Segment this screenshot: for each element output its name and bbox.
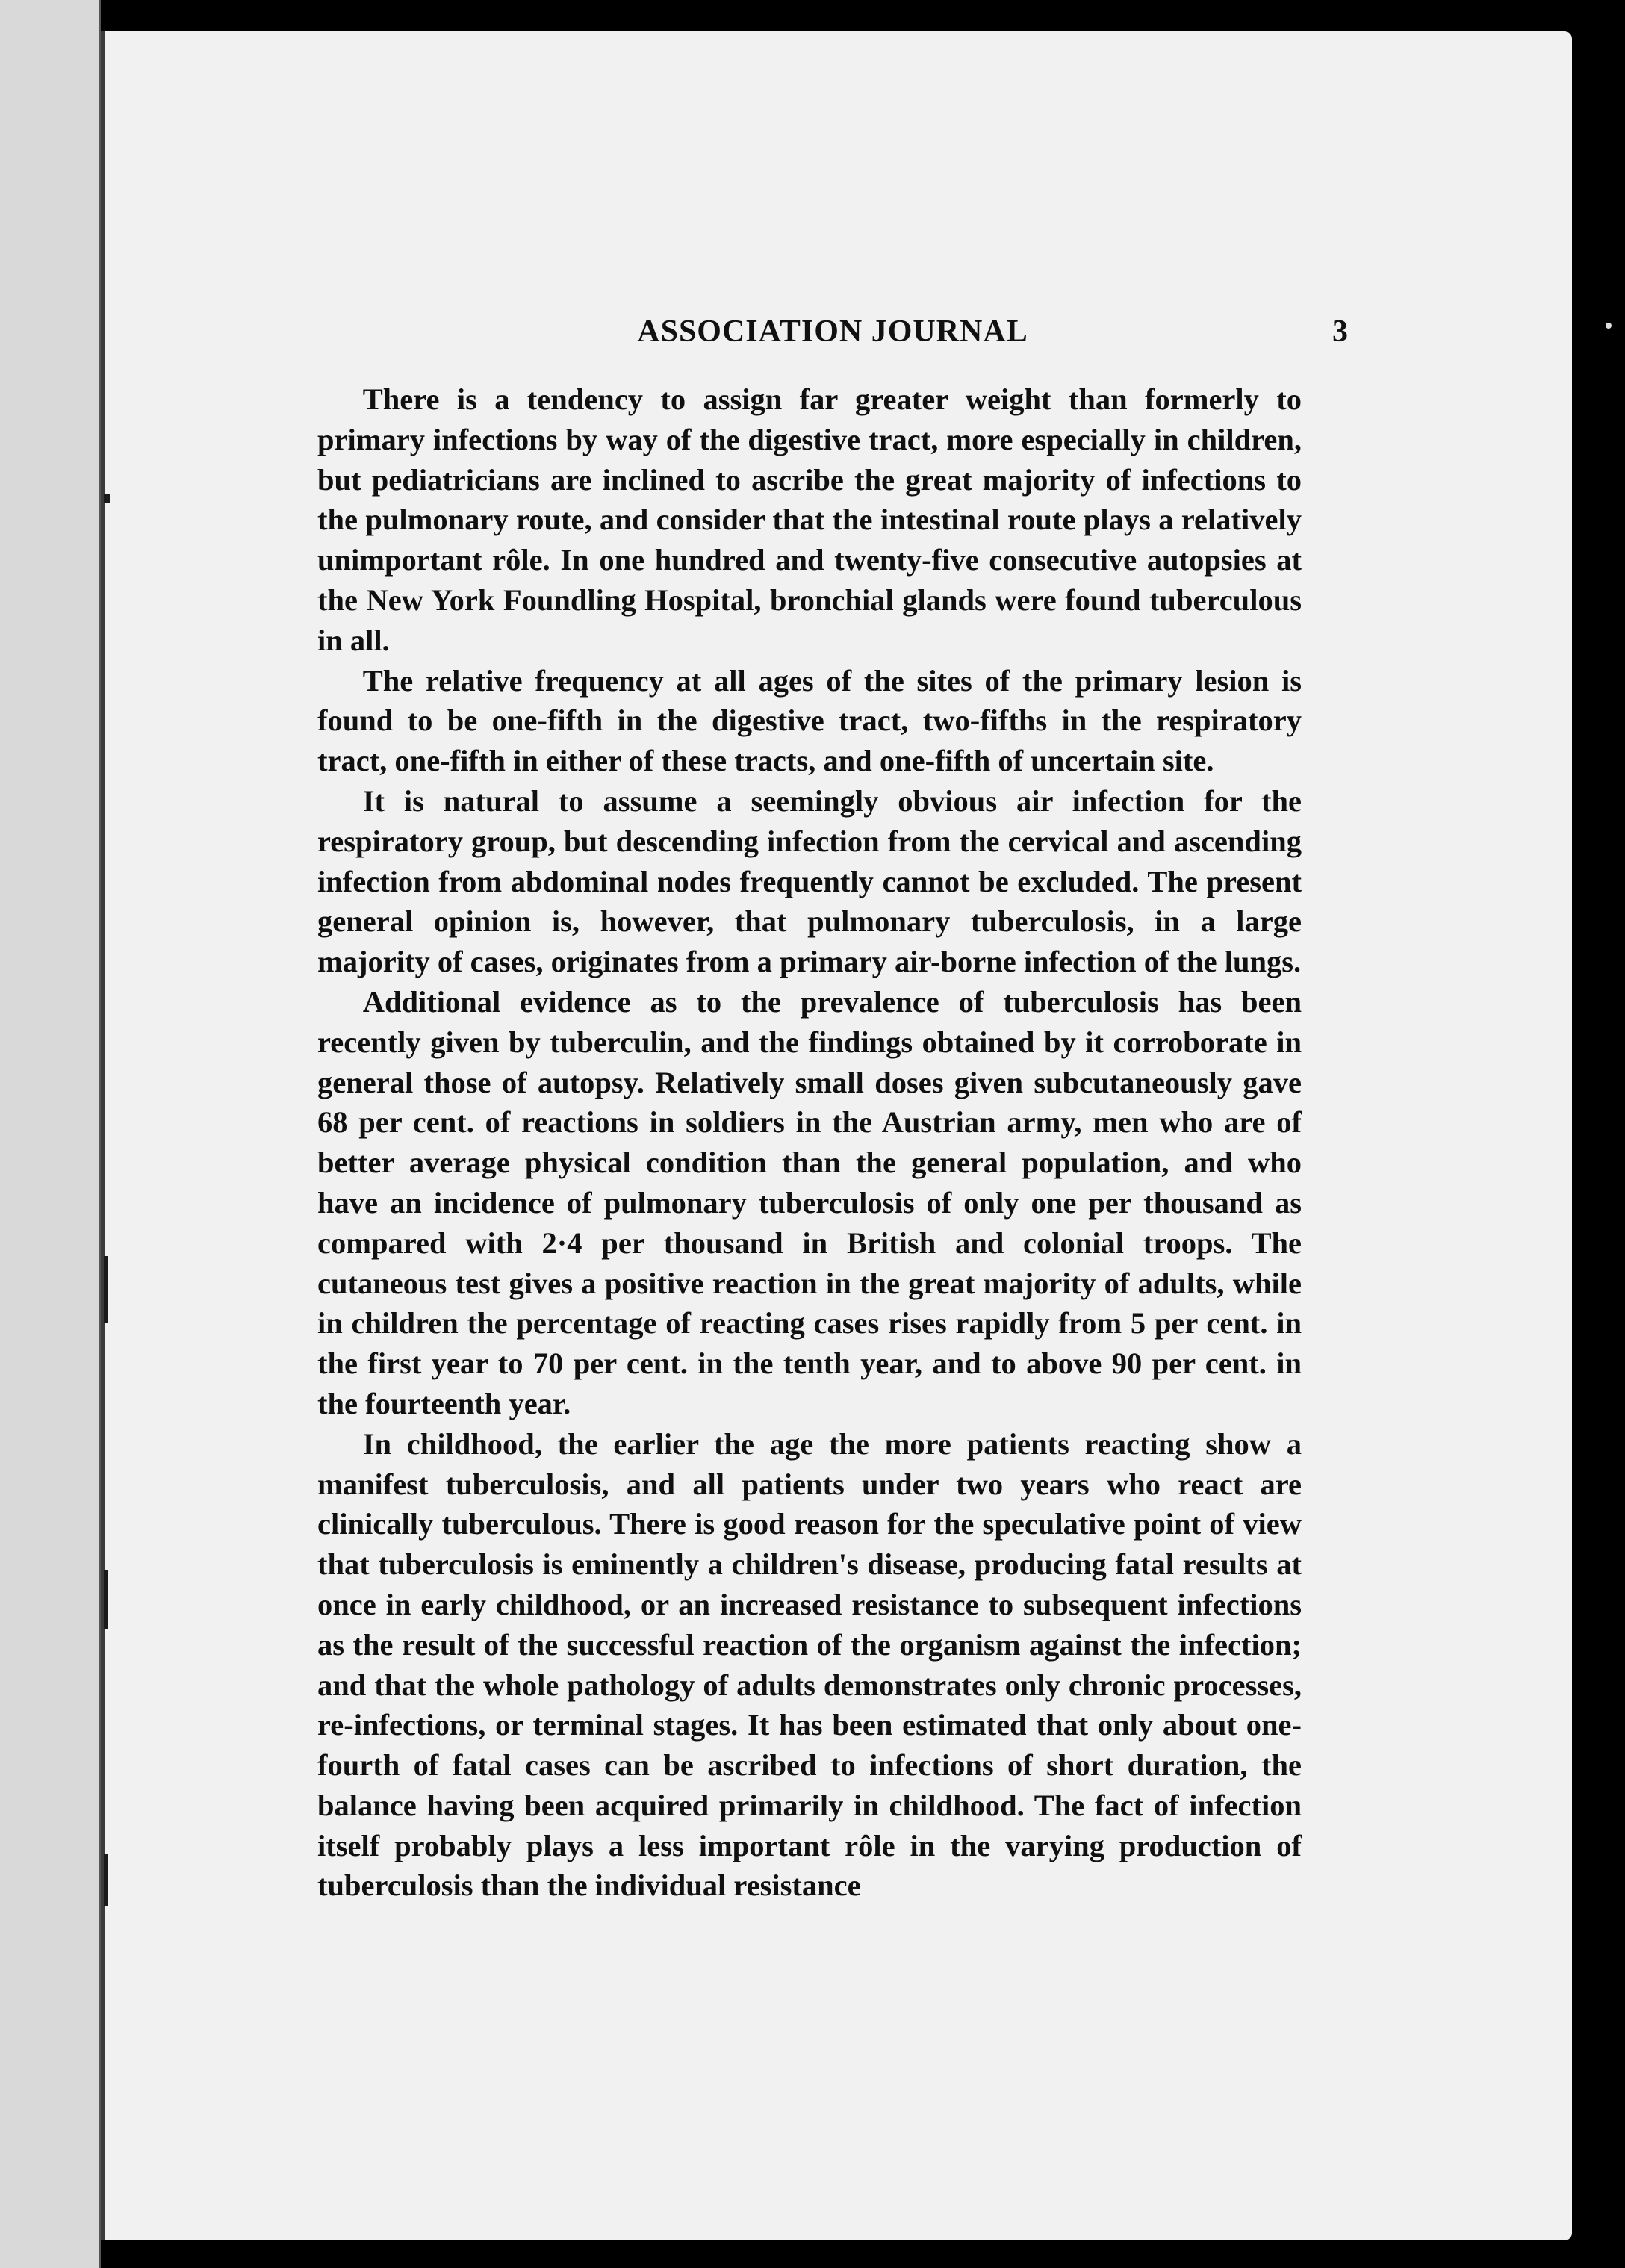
paragraph: In childhood, the earlier the age the more patients reacting show a manifest tuberculosis, and all patients under two years who react are clinically tuberculous. There is good reason for the speculative point of view that tuberculosis is eminently a children's disease, producing fatal results at once in early childhood, or an increased resistance to subsequent infections as the result of the successful reaction of the organism against the infection; and that the whole pathology of adults demonstrates only chronic processes, re-infections, or terminal stages. It has been estimated that only about one-fourth of fatal cases can be ascribed to infections of short duration, the balance having been acquired primarily in childhood. The fact of infection itself probably plays a less important rôle in the varying production of tuberculosis than the individual resistance xyxy=(317,1426,1302,1903)
page-number: 3 xyxy=(1332,314,1348,349)
page-header xyxy=(317,314,1348,351)
facing-page-edge xyxy=(0,0,101,2268)
paragraph: It is natural to assume a seemingly obvious air infection for the respiratory group, but descending infection from the cervical and ascending infection from abdominal nodes frequently cannot be excluded. The present general opinion is, however, that pulmonary tuberculosis, in a large majority of cases, originates from a primary air-borne infection of the lungs. xyxy=(317,783,1302,979)
scan-speck xyxy=(1606,323,1612,329)
paragraph: Additional evidence as to the prevalence of tuberculosis has been recently given by tuberculin, and the findings obtained by it corroborate in general those of autopsy. Relatively small doses given subcutaneously gave 68 per cent. of reactions in soldiers in the Austrian army, men who are of better average physical condition than the general population, and who have an incidence of pulmonary tuberculosis of only one per thousand as compared with 2·4 per thousand in British and colonial troops. The cutaneous test gives a positive reaction in the great majority of adults, while in children the percentage of reacting cases rises rapidly from 5 per cent. in the first year to 70 per cent. in the tenth year, and to above 90 per cent. in the fourteenth year. xyxy=(317,984,1302,1420)
paragraph: The relative frequency at all ages of the sites of the primary lesion is found to be one-fifth in the digestive tract, two-fifths in the respiratory tract, one-fifth in either of these tracts, and one-fifth of uncertain site. xyxy=(317,663,1302,778)
body-text xyxy=(317,379,1302,1906)
binding-mark xyxy=(104,1256,108,1323)
binding-mark xyxy=(104,1570,108,1629)
binding-mark xyxy=(104,1854,108,1906)
running-head: ASSOCIATION JOURNAL xyxy=(637,314,1028,349)
paragraph: There is a tendency to assign far greater weight than formerly to primary infections by way of the digestive tract, more especially in children, but pediatricians are inclined to ascribe the great majority of infections to the pulmonary route, and consider that the intestinal route plays a relatively unimportant rôle. In one hundred and twenty-five consecutive autopsies at the New York Foundling Hospital, bronchial glands were found tuberculous in all. xyxy=(317,382,1302,657)
binding-mark xyxy=(104,494,110,503)
